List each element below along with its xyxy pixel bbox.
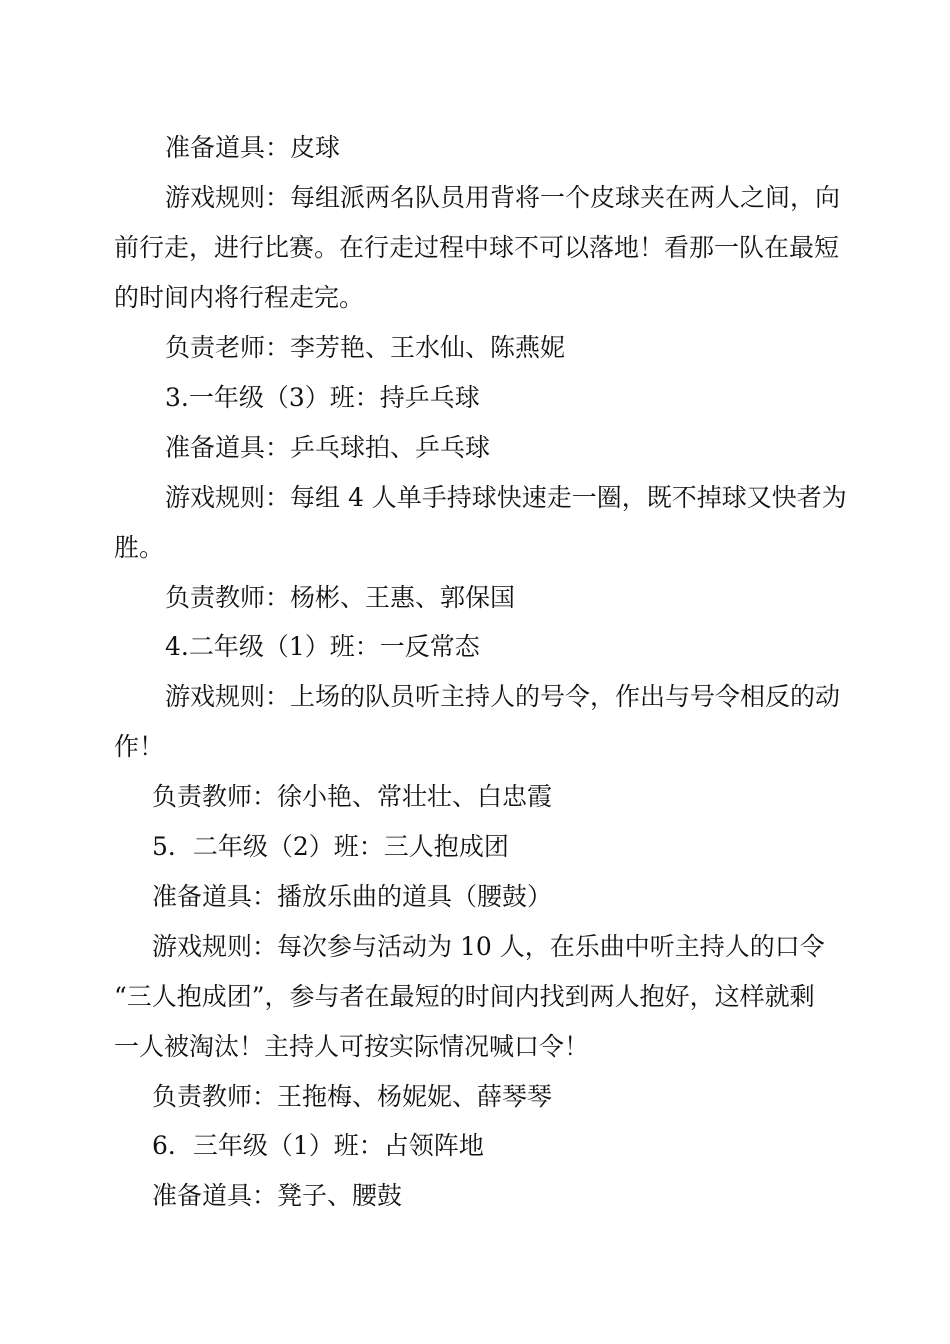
rules-line-1-cont-1: 前行走，进行比赛。在行走过程中球不可以落地！看那一队在最短 [114,233,840,262]
rules-line-5-cont-1: “三人抱成团”，参与者在最短的时间内找到两人抱好，这样就剩 [114,982,815,1011]
props-line-6: 准备道具：凳子、腰鼓 [152,1181,403,1210]
item-heading-6: 6．三年级（1）班：占领阵地 [152,1131,484,1160]
rules-line-5: 游戏规则：每次参与活动为 10 人，在乐曲中听主持人的口令 [152,932,825,961]
rules-line-5-cont-2: 一人被淘汰！主持人可按实际情况喊口令！ [114,1032,590,1061]
rules-line-3-cont: 胜。 [114,533,165,562]
teacher-line-5: 负责教师：王拖梅、杨妮妮、薛琴琴 [152,1082,553,1111]
props-line-1: 准备道具：皮球 [165,133,341,162]
rules-line-4: 游戏规则：上场的队员听主持人的号令，作出与号令相反的动 [165,682,841,711]
rules-line-3: 游戏规则：每组 4 人单手持球快速走一圈，既不掉球又快者为 [165,483,847,512]
props-line-5: 准备道具：播放乐曲的道具（腰鼓） [152,882,553,911]
teacher-line-3: 负责教师：杨彬、王惠、郭保国 [165,583,516,612]
teacher-line-4: 负责教师：徐小艳、常壮壮、白忠霞 [152,782,553,811]
rules-line-1-cont-2: 的时间内将行程走完。 [114,283,365,312]
props-line-3: 准备道具：乒乓球拍、乒乓球 [165,433,491,462]
item-heading-4: 4.二年级（1）班：一反常态 [165,632,480,661]
teacher-line-1: 负责老师：李芳艳、王水仙、陈燕妮 [165,333,566,362]
item-heading-5: 5．二年级（2）班：三人抱成团 [152,832,509,861]
rules-line-1: 游戏规则：每组派两名队员用背将一个皮球夹在两人之间，向 [165,183,841,212]
item-heading-3: 3.一年级（3）班：持乒乓球 [165,383,480,412]
rules-line-4-cont: 作！ [114,732,165,761]
